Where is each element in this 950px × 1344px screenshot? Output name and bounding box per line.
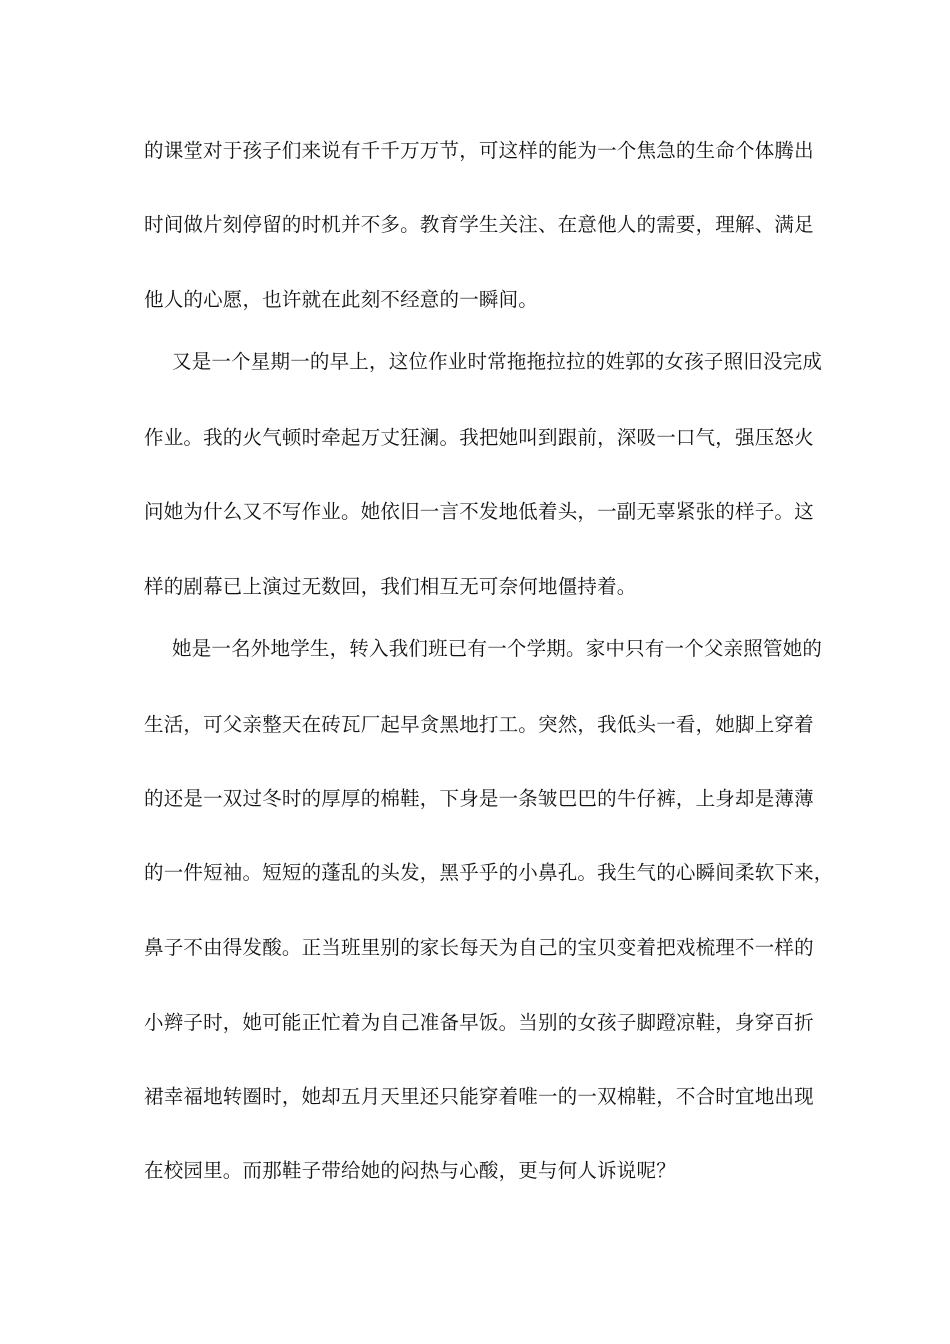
text-line: 时间做片刻停留的时机并不多。教育学生关注、在意他人的需要，理解、满足 <box>144 213 814 236</box>
text-line: 小辫子时，她可能正忙着为自己准备早饭。当别的女孩子脚蹬凉鞋，身穿百折 <box>144 1011 814 1034</box>
text-line: 的还是一双过冬时的厚厚的棉鞋，下身是一条皱巴巴的牛仔裤，上身却是薄薄 <box>144 787 814 810</box>
text-line: 鼻子不由得发酸。正当班里别的家长每天为自己的宝贝变着把戏梳理不一样的 <box>144 936 814 959</box>
paragraph-start-line: 她是一名外地学生，转入我们班已有一个学期。家中只有一个父亲照管她的 <box>172 637 823 660</box>
text-line: 的课堂对于孩子们来说有千千万万节，可这样的能为一个焦急的生命个体腾出 <box>144 139 814 162</box>
text-line: 生活，可父亲整天在砖瓦厂起早贪黑地打工。突然，我低头一看，她脚上穿着 <box>144 713 814 736</box>
text-line: 裙幸福地转圈时，她却五月天里还只能穿着唯一的一双棉鞋，不合时宜地出现 <box>144 1085 814 1108</box>
text-line: 问她为什么又不写作业。她依旧一言不发地低着头，一副无辜紧张的样子。这 <box>144 500 814 523</box>
text-line: 的一件短袖。短短的蓬乱的头发，黑乎乎的小鼻孔。我生气的心瞬间柔软下来， <box>144 861 834 884</box>
text-line: 在校园里。而那鞋子带给她的闷热与心酸，更与何人诉说呢？ <box>144 1159 676 1182</box>
text-line: 他人的心愿，也许就在此刻不经意的一瞬间。 <box>144 288 539 311</box>
text-line: 作业。我的火气顿时牵起万丈狂澜。我把她叫到跟前，深吸一口气，强压怒火 <box>144 426 814 449</box>
text-line: 样的剧幕已上演过无数回，我们相互无可奈何地僵持着。 <box>144 575 637 598</box>
paragraph-start-line: 又是一个星期一的早上，这位作业时常拖拖拉拉的姓郭的女孩子照旧没完成 <box>172 350 823 373</box>
